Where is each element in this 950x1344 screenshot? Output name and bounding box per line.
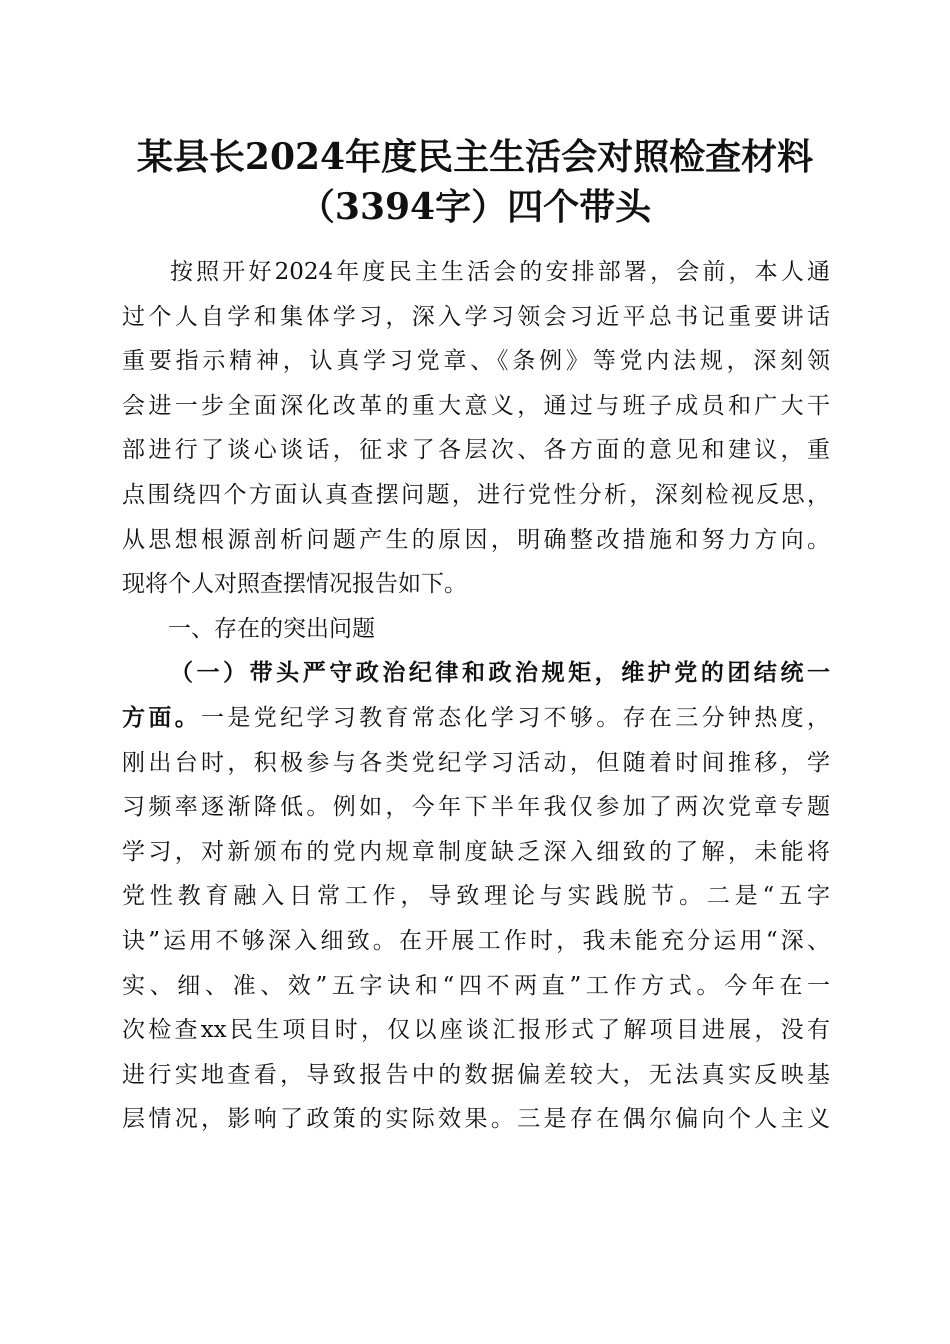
subsection-heading-end: 方面。 xyxy=(122,703,202,731)
paragraph-line: 习频率逐渐降低。例如，今年下半年我仅参加了两次党章专题 xyxy=(122,794,830,821)
title-line-1: 某县长2024年度民主生活会对照检查材料 xyxy=(136,136,814,178)
document-title xyxy=(0,132,950,232)
paragraph-line: 进行实地查看，导致报告中的数据偏差较大，无法真实反映基 xyxy=(122,1061,830,1088)
paragraph-line: 党性教育融入日常工作，导致理论与实践脱节。二是“五字 xyxy=(122,883,830,910)
title-line-2: （3394字）四个带头 xyxy=(298,186,652,228)
paragraph-line xyxy=(122,696,830,741)
paragraph-line: 过个人自学和集体学习，深入学习领会习近平总书记重要讲话 xyxy=(122,303,830,330)
paragraph-line: 刚出台时，积极参与各类党纪学习活动，但随着时间推移，学 xyxy=(122,749,830,776)
intro-paragraph xyxy=(122,250,830,607)
paragraph-line: 诀”运用不够深入细致。在开展工作时，我未能充分运用“深、 xyxy=(122,927,830,954)
section-heading: 一、存在的突出问题 xyxy=(168,615,375,642)
paragraph-line: 重要指示精神，认真学习党章、《条例》等党内法规，深刻领 xyxy=(122,348,830,375)
paragraph-line: 从思想根源剖析问题产生的原因，明确整改措施和努力方向。 xyxy=(122,526,830,553)
paragraph-line: 学习，对新颁布的党内规章制度缺乏深入细致的了解，未能将 xyxy=(122,838,830,865)
paragraph-line: 部进行了谈心谈话，征求了各层次、各方面的意见和建议，重 xyxy=(122,437,830,464)
paragraph-line: 会进一步全面深化改革的重大意义，通过与班子成员和广大干 xyxy=(122,392,830,419)
paragraph-line: 现将个人对照查摆情况报告如下。 xyxy=(122,571,467,598)
paragraph-text: 一是党纪学习教育常态化学习不够。存在三分钟热度， xyxy=(201,704,830,731)
document-body xyxy=(122,250,830,1142)
paragraph-line: 实、细、准、效”五字诀和“四不两直”工作方式。今年在一 xyxy=(122,972,830,999)
paragraph-line: 层情况，影响了政策的实际效果。三是存在偶尔偏向个人主义 xyxy=(122,1106,830,1133)
subsection-heading: （一）带头严守政治纪律和政治规矩，维护党的团结统一 xyxy=(170,659,830,687)
paragraph-line: 按照开好2024年度民主生活会的安排部署，会前，本人通 xyxy=(170,259,830,285)
paragraph-line: 点围绕四个方面认真查摆问题，进行党性分析，深刻检视反思， xyxy=(122,481,830,508)
paragraph-line: 次检查xx民生项目时，仅以座谈汇报形式了解项目进展，没有 xyxy=(122,1017,830,1044)
subsection-paragraph xyxy=(122,651,830,1142)
